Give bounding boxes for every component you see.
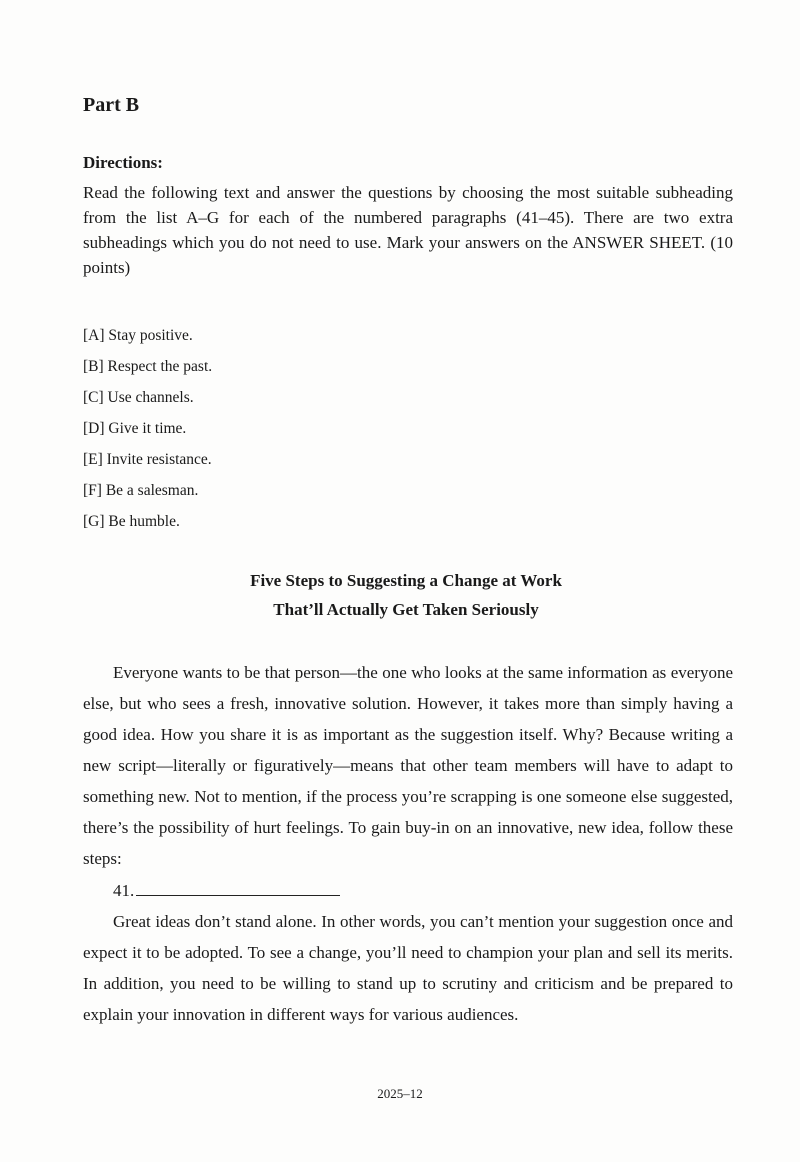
option-a: [A] Stay positive. — [83, 327, 193, 344]
article-title — [0, 566, 800, 624]
article-paragraph-1: Everyone wants to be that person—the one who looks at the same information as everyone else, but who sees a fresh, innovative solution. However, it takes more than simply having a good idea. How you share it is as important as the suggestion itself. Why? Because writing a new script—literally or figuratively—means that other team members will have to adapt to something new. Not to mention, if the process you’re scrapping is one someone else suggested, there’s the possibility of hurt feelings. To gain buy-in on an innovative, new idea, follow these steps: — [83, 663, 733, 868]
answer-blank — [136, 875, 340, 896]
part-title: Part B — [83, 94, 140, 116]
article-title-line-1: Five Steps to Suggesting a Change at Work — [250, 571, 562, 590]
directions-label: Directions: — [83, 153, 163, 172]
option-d: [D] Give it time. — [83, 420, 187, 437]
option-c: [C] Use channels. — [83, 389, 194, 406]
option-b: [B] Respect the past. — [83, 358, 213, 375]
article-paragraph-2: Great ideas don’t stand alone. In other words, you can’t mention your suggestion once and expect it to be adopted. To see a change, you’ll need to champion your plan and sell its merits. In addition, you need to be willing to stand up to scrutiny and criticism and be prepared to explain your innovation in different ways for various audiences. — [83, 912, 733, 1024]
option-g: [G] Be humble. — [83, 513, 180, 530]
option-f: [F] Be a salesman. — [83, 482, 199, 499]
question-41-row — [113, 875, 340, 906]
article-title-line-2: That’ll Actually Get Taken Seriously — [273, 600, 539, 619]
question-number: 41. — [113, 881, 135, 900]
subheading-options — [83, 320, 212, 537]
page-footer: 2025–12 — [377, 1086, 423, 1101]
option-e: [E] Invite resistance. — [83, 451, 212, 468]
directions-text: Read the following text and answer the questions by choosing the most suitable subheading from the list A–G for each of the numbered paragraphs (41–45). There are two extra subheadings which you do not need to use. Mark your answers on the ANSWER SHEET. (10 points) — [83, 183, 733, 277]
